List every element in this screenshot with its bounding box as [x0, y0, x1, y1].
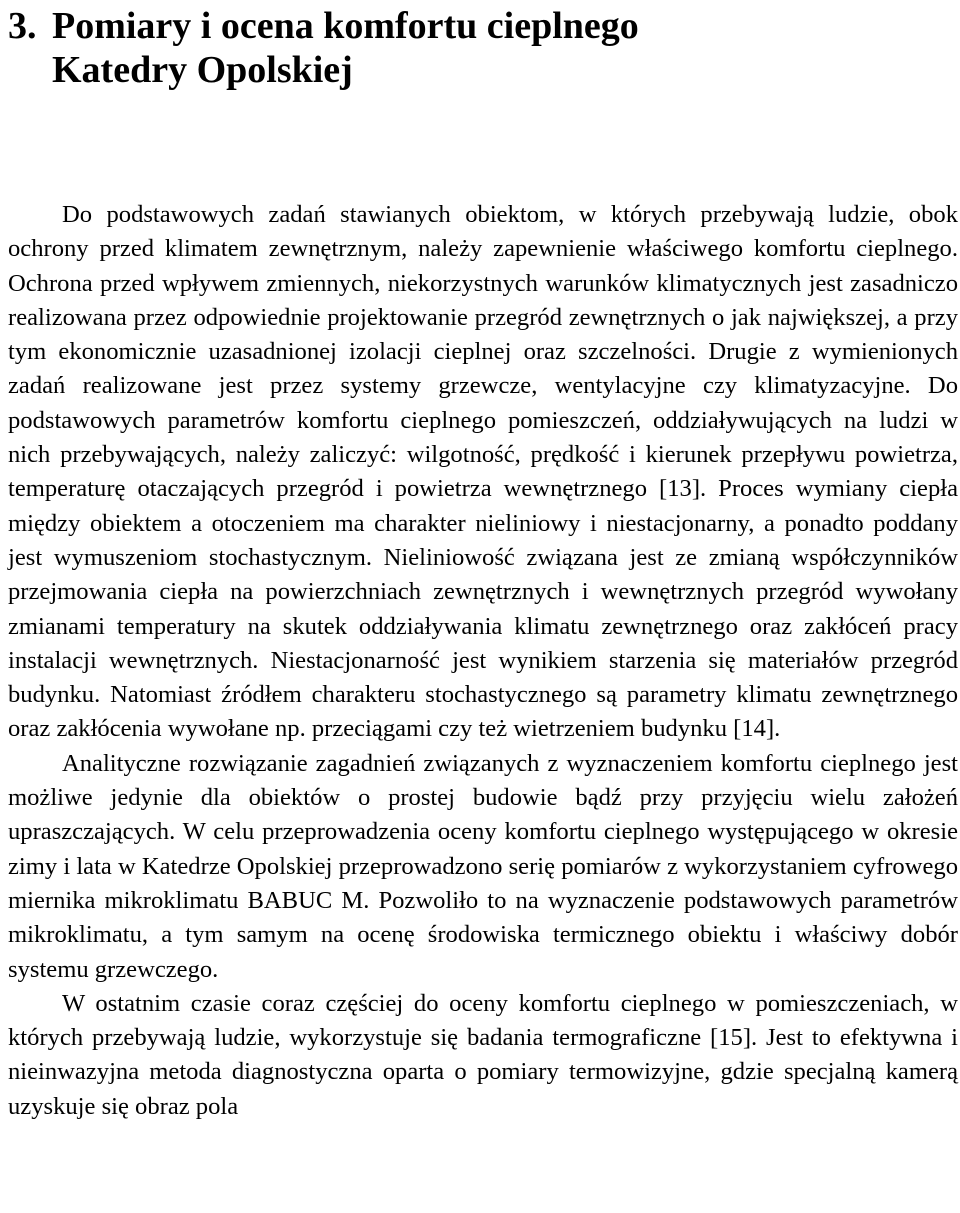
paragraph-2: Analityczne rozwiązanie zagadnień związanych z wyznaczeniem komfortu cieplnego jest możliwe jedynie dla obiektów o prostej budowie bądź przy przyjęciu wielu założeń upraszczających. W celu przeprowadzenia oceny komfortu cieplnego występującego w okresie zimy i lata w Katedrze Opolskiej przeprowadzono serię pomiarów z wykorzystaniem cyfrowego miernika mikroklimatu BABUC M. Pozwoliło to na wyznaczenie podstawowych parametrów mikroklimatu, a tym samym na ocenę środowiska termicznego obiektu i właściwy dobór systemu grzewczego.: [8, 749, 958, 983]
section-number: 3.: [8, 5, 37, 47]
body-text: [8, 198, 958, 1124]
section-heading: [8, 0, 958, 92]
paragraph-1: Do podstawowych zadań stawianych obiektom, w których przebywają ludzie, obok ochrony przed klimatem zewnętrznym, należy zapewnienie właściwego komfortu cieplnego. Ochrona przed wpływem zmiennych, niekorzystnych warunków klimatycznych jest zasadniczo realizowana przez odpowiednie projektowanie przegród zewnętrznych o jak największej, a przy tym ekonomicznie uzasadnionej izolacji cieplnej oraz szczelności. Drugie z wymienionych zadań realizowane jest przez systemy grzewcze, wentylacyjne czy klimatyzacyjne. Do podstawowych parametrów komfortu cieplnego pomieszczeń, oddziaływujących na ludzi w nich przebywających, należy zaliczyć: wilgotność, prędkość i kierunek przepływu powietrza, temperaturę otaczających przegród i powietrza wewnętrznego [13]. Proces wymiany ciepła między obiektem a otoczeniem ma charakter nieliniowy i niestacjonarny, a ponadto poddany jest wymuszeniom stochastycznym. Nieliniowość związana jest ze zmianą współczynników przejmowania ciepła na powierzchniach zewnętrznych i wewnętrznych przegród wywołany zmianami temperatury na skutek oddziaływania klimatu zewnętrznego oraz zakłóceń pracy instalacji wewnętrznych. Niestacjonarność jest wynikiem starzenia się materiałów przegród budynku. Natomiast źródłem charakteru stochastycznego są parametry klimatu zewnętrznego oraz zakłócenia wywołane np. przeciągami czy też wietrzeniem budynku [14].: [8, 201, 958, 743]
section-title-line-1: Pomiary i ocena komfortu cieplnego: [52, 5, 639, 47]
section-title-line-2: Katedry Opolskiej: [52, 49, 353, 91]
document-page: [8, 0, 958, 1124]
paragraph-3: W ostatnim czasie coraz częściej do oceny komfortu cieplnego w pomieszczeniach, w których przebywają ludzie, wykorzystuje się badania termograficzne [15]. Jest to efektywna i nieinwazyjna metoda diagnostyczna oparta o pomiary termowizyjne, gdzie specjalną kamerą uzyskuje się obraz pola: [8, 989, 958, 1120]
